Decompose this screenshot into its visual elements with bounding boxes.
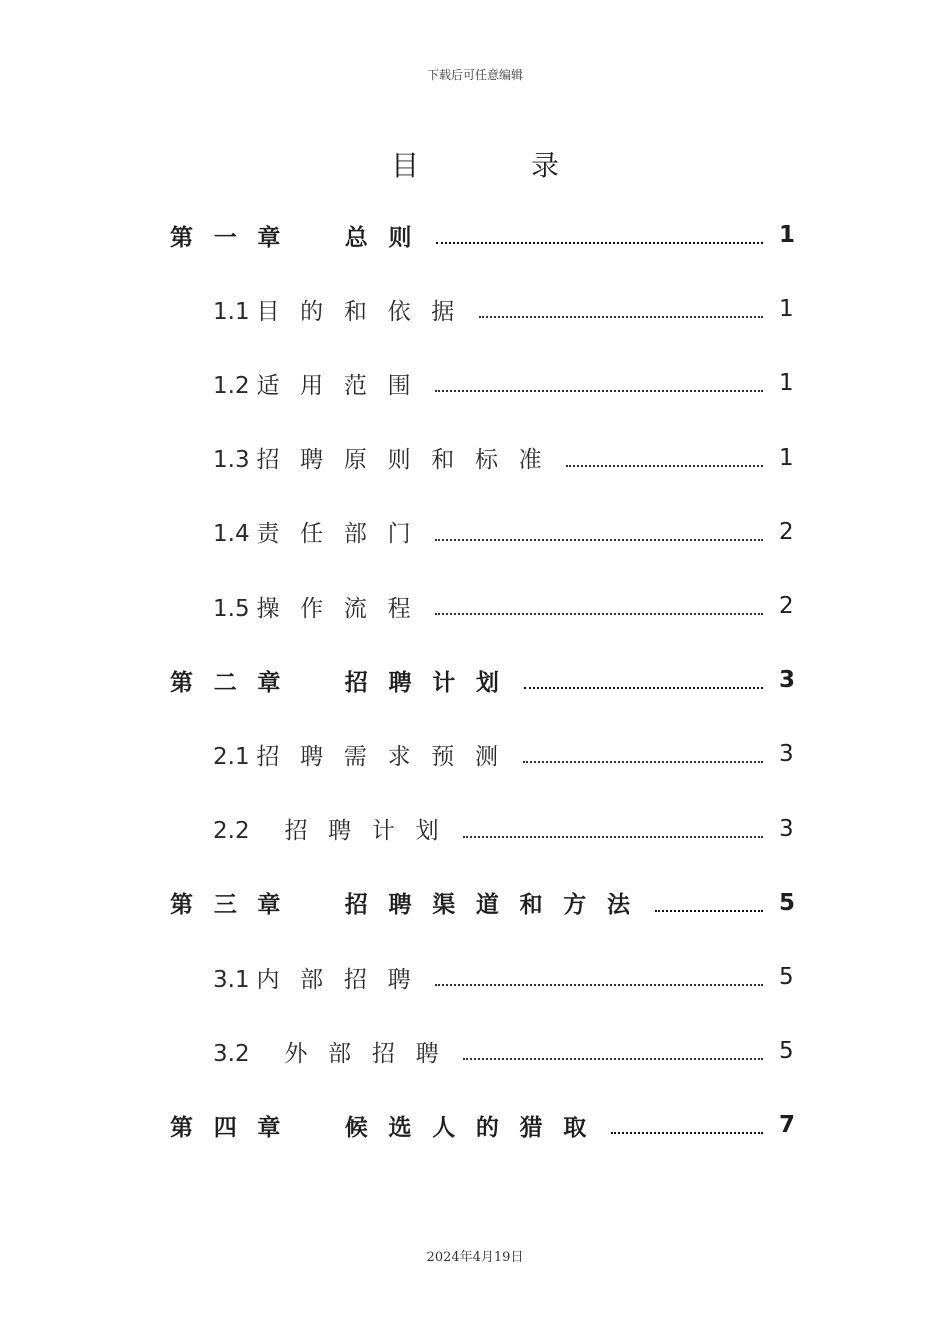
toc-entry-text: 第二章 招聘计划 — [170, 669, 520, 696]
toc-entry-label — [213, 738, 519, 771]
toc-page-number: 1 — [779, 296, 794, 323]
toc-entry-number: 1.3 — [213, 447, 250, 474]
toc-section-entry[interactable] — [213, 292, 793, 326]
toc-entry-text: 内部招聘 — [256, 966, 432, 993]
toc-entry-number: 3.2 — [213, 1040, 250, 1067]
toc-page-number: 7 — [779, 1112, 796, 1139]
toc-page-number: 5 — [779, 1038, 794, 1065]
toc-entry-label — [213, 515, 431, 548]
toc-entry-number: 2.1 — [213, 743, 250, 770]
toc-entry-label — [213, 590, 431, 623]
toc-entry-label — [170, 219, 432, 252]
toc-entry-label — [213, 293, 475, 326]
toc-entry-text: 招聘需求预测 — [256, 743, 519, 770]
toc-entry-number: 1.1 — [213, 298, 250, 325]
toc-entry-text: 适用范围 — [256, 372, 432, 399]
toc-section-entry[interactable] — [213, 515, 793, 549]
toc-entry-text: 操作流程 — [256, 595, 432, 622]
toc-entry-text: 招聘计划 — [256, 818, 460, 845]
toc-dot-leader — [435, 539, 763, 541]
toc-section-entry[interactable] — [213, 1034, 793, 1068]
toc-entry-label — [213, 367, 431, 400]
toc-page-number: 1 — [779, 444, 794, 471]
toc-dot-leader — [479, 316, 763, 318]
toc-entry-number: 3.1 — [213, 966, 250, 993]
toc-entry-label — [213, 961, 431, 994]
page-header: 下载后可任意编辑 — [426, 68, 523, 82]
toc-page-number: 3 — [779, 741, 794, 768]
toc-entry-label — [170, 1109, 607, 1142]
toc-entry-text: 责任部门 — [256, 521, 432, 548]
toc-section-entry[interactable] — [213, 812, 793, 846]
toc-section-entry[interactable] — [213, 737, 793, 771]
toc-entry-text: 外部招聘 — [256, 1040, 460, 1067]
toc-page-number: 5 — [779, 889, 796, 916]
toc-entry-text: 第四章 候选人的猎取 — [170, 1114, 607, 1141]
toc-dot-leader — [435, 613, 763, 615]
toc-entry-text: 第三章 招聘渠道和方法 — [170, 892, 651, 919]
toc-section-entry[interactable] — [213, 366, 793, 400]
toc-dot-leader — [435, 390, 763, 392]
page-footer-date: 2024年4月19日 — [426, 1250, 524, 1265]
toc-dot-leader — [524, 687, 763, 689]
toc-entry-text: 招聘原则和标准 — [256, 447, 563, 474]
toc-dot-leader — [435, 984, 763, 986]
toc-page-number: 1 — [779, 222, 796, 248]
toc-dot-leader — [523, 761, 763, 763]
toc-chapter-entry[interactable] — [170, 218, 796, 252]
toc-page-number: 1 — [779, 370, 794, 397]
toc-dot-leader — [436, 242, 763, 244]
toc-dot-leader — [463, 836, 763, 838]
toc-title-part2: 录 — [531, 149, 560, 182]
toc-section-entry[interactable] — [213, 960, 793, 994]
toc-entry-label — [213, 1035, 459, 1068]
toc-entry-text: 目的和依据 — [256, 298, 475, 325]
toc-entry-number: 1.4 — [213, 521, 250, 548]
toc-title-part1: 目 — [390, 149, 419, 182]
toc-page-number: 3 — [779, 667, 796, 694]
toc-section-entry[interactable] — [213, 589, 793, 623]
toc-chapter-entry[interactable] — [170, 886, 796, 920]
toc-entry-label — [213, 441, 562, 474]
toc-dot-leader — [566, 465, 763, 467]
toc-dot-leader — [463, 1058, 763, 1060]
toc-chapter-entry[interactable] — [170, 1108, 796, 1142]
toc-page-number: 2 — [779, 593, 794, 619]
toc-dot-leader — [655, 910, 763, 912]
toc-page-number: 2 — [779, 518, 794, 545]
toc-page-number: 5 — [779, 964, 794, 990]
toc-entry-text: 第一章 总则 — [170, 224, 433, 251]
toc-entry-label — [170, 886, 651, 919]
toc-page-number: 3 — [779, 815, 794, 842]
toc-entry-number: 1.5 — [213, 595, 250, 622]
toc-chapter-entry[interactable] — [170, 663, 796, 697]
toc-entry-label — [170, 664, 520, 697]
toc-entry-label — [213, 812, 459, 845]
toc-section-entry[interactable] — [213, 441, 793, 475]
toc-entry-number: 2.2 — [213, 818, 250, 845]
toc-entry-number: 1.2 — [213, 372, 250, 399]
toc-dot-leader — [611, 1132, 763, 1134]
